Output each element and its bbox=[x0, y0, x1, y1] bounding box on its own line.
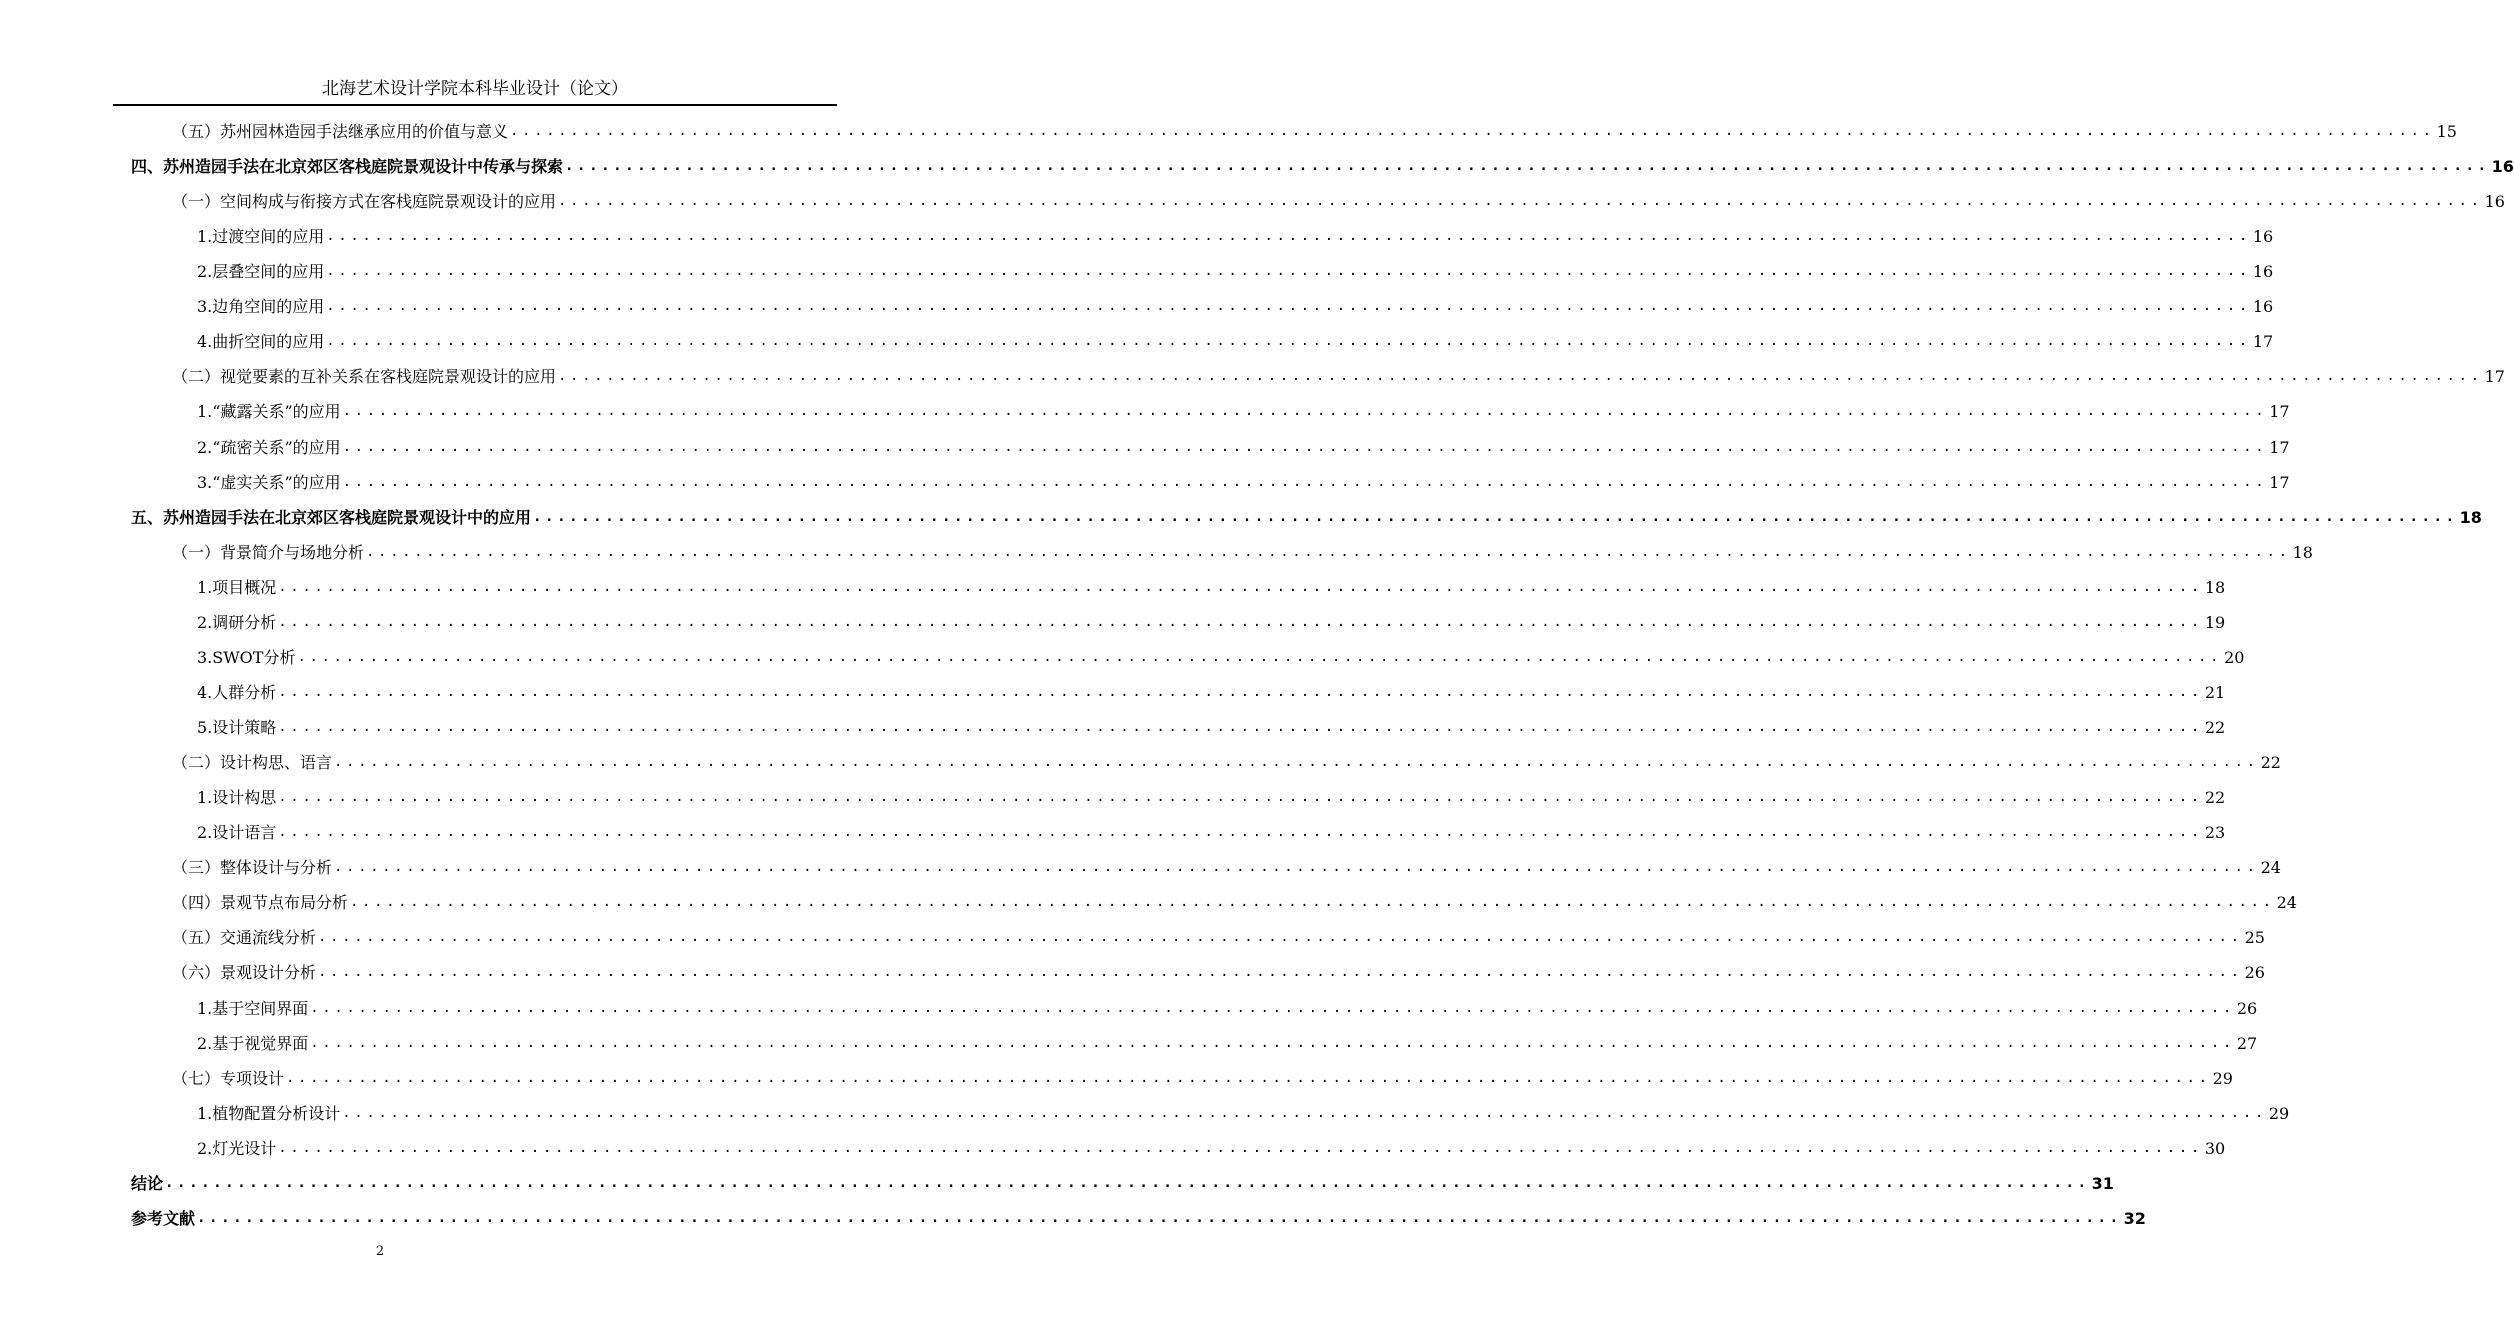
toc-entry-page: 21 bbox=[2204, 682, 2226, 702]
toc-entry-page: 31 bbox=[2091, 1173, 2114, 1193]
toc-entry-page: 23 bbox=[2204, 823, 2226, 843]
toc-entry-title: 2.灯光设计 bbox=[197, 1138, 277, 1158]
toc-entry[interactable] bbox=[197, 610, 2226, 636]
toc-leader-dots: ................................................................................................................................................................ bbox=[278, 683, 2203, 700]
toc-entry-page: 24 bbox=[2260, 858, 2281, 878]
toc-leader-dots: ................................................................................................................................................................ bbox=[278, 719, 2203, 736]
toc-entry[interactable] bbox=[197, 329, 2274, 355]
toc-leader-dots: ................................................................................................................................................................ bbox=[278, 613, 2203, 630]
toc-entry-page: 16 bbox=[2252, 227, 2274, 247]
toc-entry[interactable] bbox=[172, 1066, 2233, 1092]
toc-leader-dots: ................................................................................................................................................................ bbox=[297, 648, 2223, 665]
toc-entry-title: （六）景观设计分析 bbox=[172, 963, 317, 983]
toc-entry-page: 18 bbox=[2204, 577, 2226, 597]
toc-entry-title: 四、苏州造园手法在北京郊区客栈庭院景观设计中传承与探索 bbox=[131, 157, 564, 177]
toc-entry[interactable] bbox=[172, 890, 2297, 916]
toc-entry-title: 2.调研分析 bbox=[197, 612, 277, 632]
toc-entry-title: （五）交通流线分析 bbox=[172, 928, 317, 948]
toc-entry-title: 2.层叠空间的应用 bbox=[197, 262, 325, 282]
toc-leader-dots: ................................................................................................................................................................ bbox=[334, 754, 2259, 771]
toc-entry-title: （七）专项设计 bbox=[172, 1068, 285, 1088]
toc-leader-dots: ................................................................................................................................................................ bbox=[350, 894, 2275, 911]
toc-entry-page: 17 bbox=[2252, 332, 2274, 352]
toc-entry[interactable] bbox=[197, 294, 2274, 320]
page-number: 2 bbox=[375, 1244, 385, 1259]
toc-entry[interactable] bbox=[172, 750, 2281, 776]
toc-entry-page: 18 bbox=[2292, 542, 2313, 562]
toc-entry[interactable] bbox=[197, 224, 2274, 250]
toc-leader-dots: ................................................................................................................................................................ bbox=[558, 193, 2483, 210]
toc-entry[interactable] bbox=[197, 470, 2290, 496]
toc-entry-title: 1.项目概况 bbox=[197, 577, 277, 597]
toc-entry-title: 3.边角空间的应用 bbox=[197, 297, 325, 317]
toc-entry-page: 30 bbox=[2204, 1138, 2226, 1158]
toc-entry[interactable] bbox=[172, 855, 2281, 881]
toc-entry-page: 16 bbox=[2252, 262, 2274, 282]
toc-entry-page: 22 bbox=[2204, 788, 2226, 808]
toc-entry-page: 15 bbox=[2436, 122, 2457, 141]
toc-entry-title: 1.植物配置分析设计 bbox=[197, 1103, 341, 1123]
toc-entry-page: 20 bbox=[2224, 647, 2245, 667]
toc-entry-page: 29 bbox=[2268, 1103, 2290, 1123]
toc-leader-dots: ................................................................................................................................................................ bbox=[278, 578, 2203, 595]
toc-entry-title: 2.设计语言 bbox=[197, 823, 277, 843]
toc-entry[interactable] bbox=[131, 154, 2514, 180]
toc-leader-dots: ................................................................................................................................................................ bbox=[165, 1174, 2090, 1191]
toc-entry-page: 26 bbox=[2244, 963, 2265, 983]
toc-leader-dots: ................................................................................................................................................................ bbox=[558, 368, 2483, 385]
toc-entry-page: 18 bbox=[2459, 507, 2482, 527]
toc-entry[interactable] bbox=[197, 1101, 2290, 1127]
toc-entry-title: 1.基于空间界面 bbox=[197, 998, 309, 1018]
toc-entry-page: 17 bbox=[2484, 367, 2505, 387]
toc-leader-dots: ................................................................................................................................................................ bbox=[310, 999, 2235, 1016]
toc-entry-page: 16 bbox=[2484, 192, 2505, 212]
toc-leader-dots: ................................................................................................................................................................ bbox=[318, 964, 2243, 981]
toc-entry-title: 参考文献 bbox=[131, 1208, 196, 1228]
toc-entry-title: 1.“藏露关系”的应用 bbox=[197, 402, 341, 422]
toc-entry-page: 22 bbox=[2260, 753, 2281, 773]
toc-entry-page: 29 bbox=[2212, 1068, 2233, 1088]
toc-leader-dots: ................................................................................................................................................................ bbox=[310, 1034, 2235, 1051]
toc-entry-title: 3.SWOT分析 bbox=[197, 647, 296, 667]
toc-leader-dots: ................................................................................................................................................................ bbox=[278, 824, 2203, 841]
toc-entry[interactable] bbox=[197, 785, 2226, 811]
toc-entry-title: （五）苏州园林造园手法继承应用的价值与意义 bbox=[172, 122, 509, 141]
toc-entry-page: 22 bbox=[2204, 718, 2226, 738]
toc-entry[interactable] bbox=[197, 1136, 2226, 1162]
toc-entry[interactable] bbox=[172, 119, 2457, 145]
toc-leader-dots: ................................................................................................................................................................ bbox=[326, 298, 2251, 315]
toc-entry[interactable] bbox=[172, 960, 2265, 986]
toc-entry-title: 3.“虚实关系”的应用 bbox=[197, 472, 341, 492]
toc-leader-dots: ................................................................................................................................................................ bbox=[342, 403, 2268, 420]
toc-entry-title: 结论 bbox=[131, 1173, 164, 1193]
header-title: 北海艺术设计学院本科毕业设计（论文） bbox=[322, 79, 628, 99]
toc-leader-dots: ................................................................................................................................................................ bbox=[334, 859, 2259, 876]
toc-entry-title: （一）背景简介与场地分析 bbox=[172, 542, 365, 562]
toc-leader-dots: ................................................................................................................................................................ bbox=[278, 1139, 2203, 1156]
toc-entry-page: 16 bbox=[2252, 297, 2274, 317]
toc-entry-title: （二）设计构思、语言 bbox=[172, 753, 333, 773]
toc-entry[interactable] bbox=[172, 925, 2265, 951]
toc-entry[interactable] bbox=[131, 1171, 2114, 1197]
toc-entry-page: 27 bbox=[2236, 1033, 2258, 1053]
toc-entry-title: 5.设计策略 bbox=[197, 718, 277, 738]
toc-entry-title: 1.过渡空间的应用 bbox=[197, 227, 325, 247]
toc-entry-title: （一）空间构成与衔接方式在客栈庭院景观设计的应用 bbox=[172, 192, 557, 212]
toc-entry[interactable] bbox=[197, 996, 2258, 1022]
page-header bbox=[113, 78, 837, 106]
toc-entry[interactable] bbox=[172, 364, 2505, 390]
toc-entry-title: （四）景观节点布局分析 bbox=[172, 893, 349, 913]
toc-entry[interactable] bbox=[197, 259, 2274, 285]
toc-entry-title: 1.设计构思 bbox=[197, 788, 277, 808]
toc-leader-dots: ................................................................................................................................................................ bbox=[286, 1069, 2211, 1086]
toc-entry-page: 32 bbox=[2123, 1208, 2146, 1228]
toc-entry-page: 24 bbox=[2276, 893, 2297, 913]
toc-entry-title: 2.基于视觉界面 bbox=[197, 1033, 309, 1053]
toc-entry-title: 4.人群分析 bbox=[197, 682, 277, 702]
toc-leader-dots: ................................................................................................................................................................ bbox=[278, 789, 2203, 806]
toc-entry[interactable] bbox=[131, 505, 2482, 531]
toc-entry-page: 17 bbox=[2269, 472, 2290, 492]
toc-entry-page: 25 bbox=[2244, 928, 2265, 948]
toc-entry[interactable] bbox=[131, 1206, 2146, 1232]
toc-entry[interactable] bbox=[197, 680, 2226, 706]
toc-entry[interactable] bbox=[197, 435, 2290, 461]
toc-entry[interactable] bbox=[172, 540, 2313, 566]
toc-leader-dots: ................................................................................................................................................................ bbox=[326, 333, 2251, 350]
toc-leader-dots: ................................................................................................................................................................ bbox=[197, 1209, 2122, 1226]
toc-leader-dots: ................................................................................................................................................................ bbox=[533, 508, 2458, 525]
toc-entry[interactable] bbox=[197, 820, 2226, 846]
toc-leader-dots: ................................................................................................................................................................ bbox=[342, 473, 2268, 490]
toc-leader-dots: ................................................................................................................................................................ bbox=[366, 543, 2291, 560]
toc-leader-dots: ................................................................................................................................................................ bbox=[510, 123, 2435, 139]
toc-entry-title: 五、苏州造园手法在北京郊区客栈庭院景观设计中的应用 bbox=[131, 507, 532, 527]
toc-entry-title: 4.曲折空间的应用 bbox=[197, 332, 325, 352]
toc-leader-dots: ................................................................................................................................................................ bbox=[342, 438, 2268, 455]
toc-entry[interactable] bbox=[197, 1031, 2258, 1057]
toc-entry-title: （二）视觉要素的互补关系在客栈庭院景观设计的应用 bbox=[172, 367, 557, 387]
toc-entry[interactable] bbox=[197, 715, 2226, 741]
toc-entry-page: 16 bbox=[2491, 157, 2514, 177]
toc-entry-title: （三）整体设计与分析 bbox=[172, 858, 333, 878]
toc-entry[interactable] bbox=[197, 575, 2226, 601]
toc-entry[interactable] bbox=[197, 399, 2290, 425]
toc-entry[interactable] bbox=[172, 189, 2505, 215]
toc-entry-page: 17 bbox=[2269, 402, 2290, 422]
toc-leader-dots: ................................................................................................................................................................ bbox=[342, 1104, 2267, 1121]
toc-entry-title: 2.“疏密关系”的应用 bbox=[197, 437, 341, 457]
toc-entry-page: 19 bbox=[2204, 612, 2226, 632]
toc-entry-page: 17 bbox=[2269, 437, 2290, 457]
toc-leader-dots: ................................................................................................................................................................ bbox=[326, 228, 2251, 245]
toc-leader-dots: ................................................................................................................................................................ bbox=[326, 263, 2251, 280]
toc-leader-dots: ................................................................................................................................................................ bbox=[565, 158, 2490, 175]
toc-entry[interactable] bbox=[197, 645, 2245, 671]
toc-entry-page: 26 bbox=[2236, 998, 2258, 1018]
toc-leader-dots: ................................................................................................................................................................ bbox=[318, 929, 2243, 946]
